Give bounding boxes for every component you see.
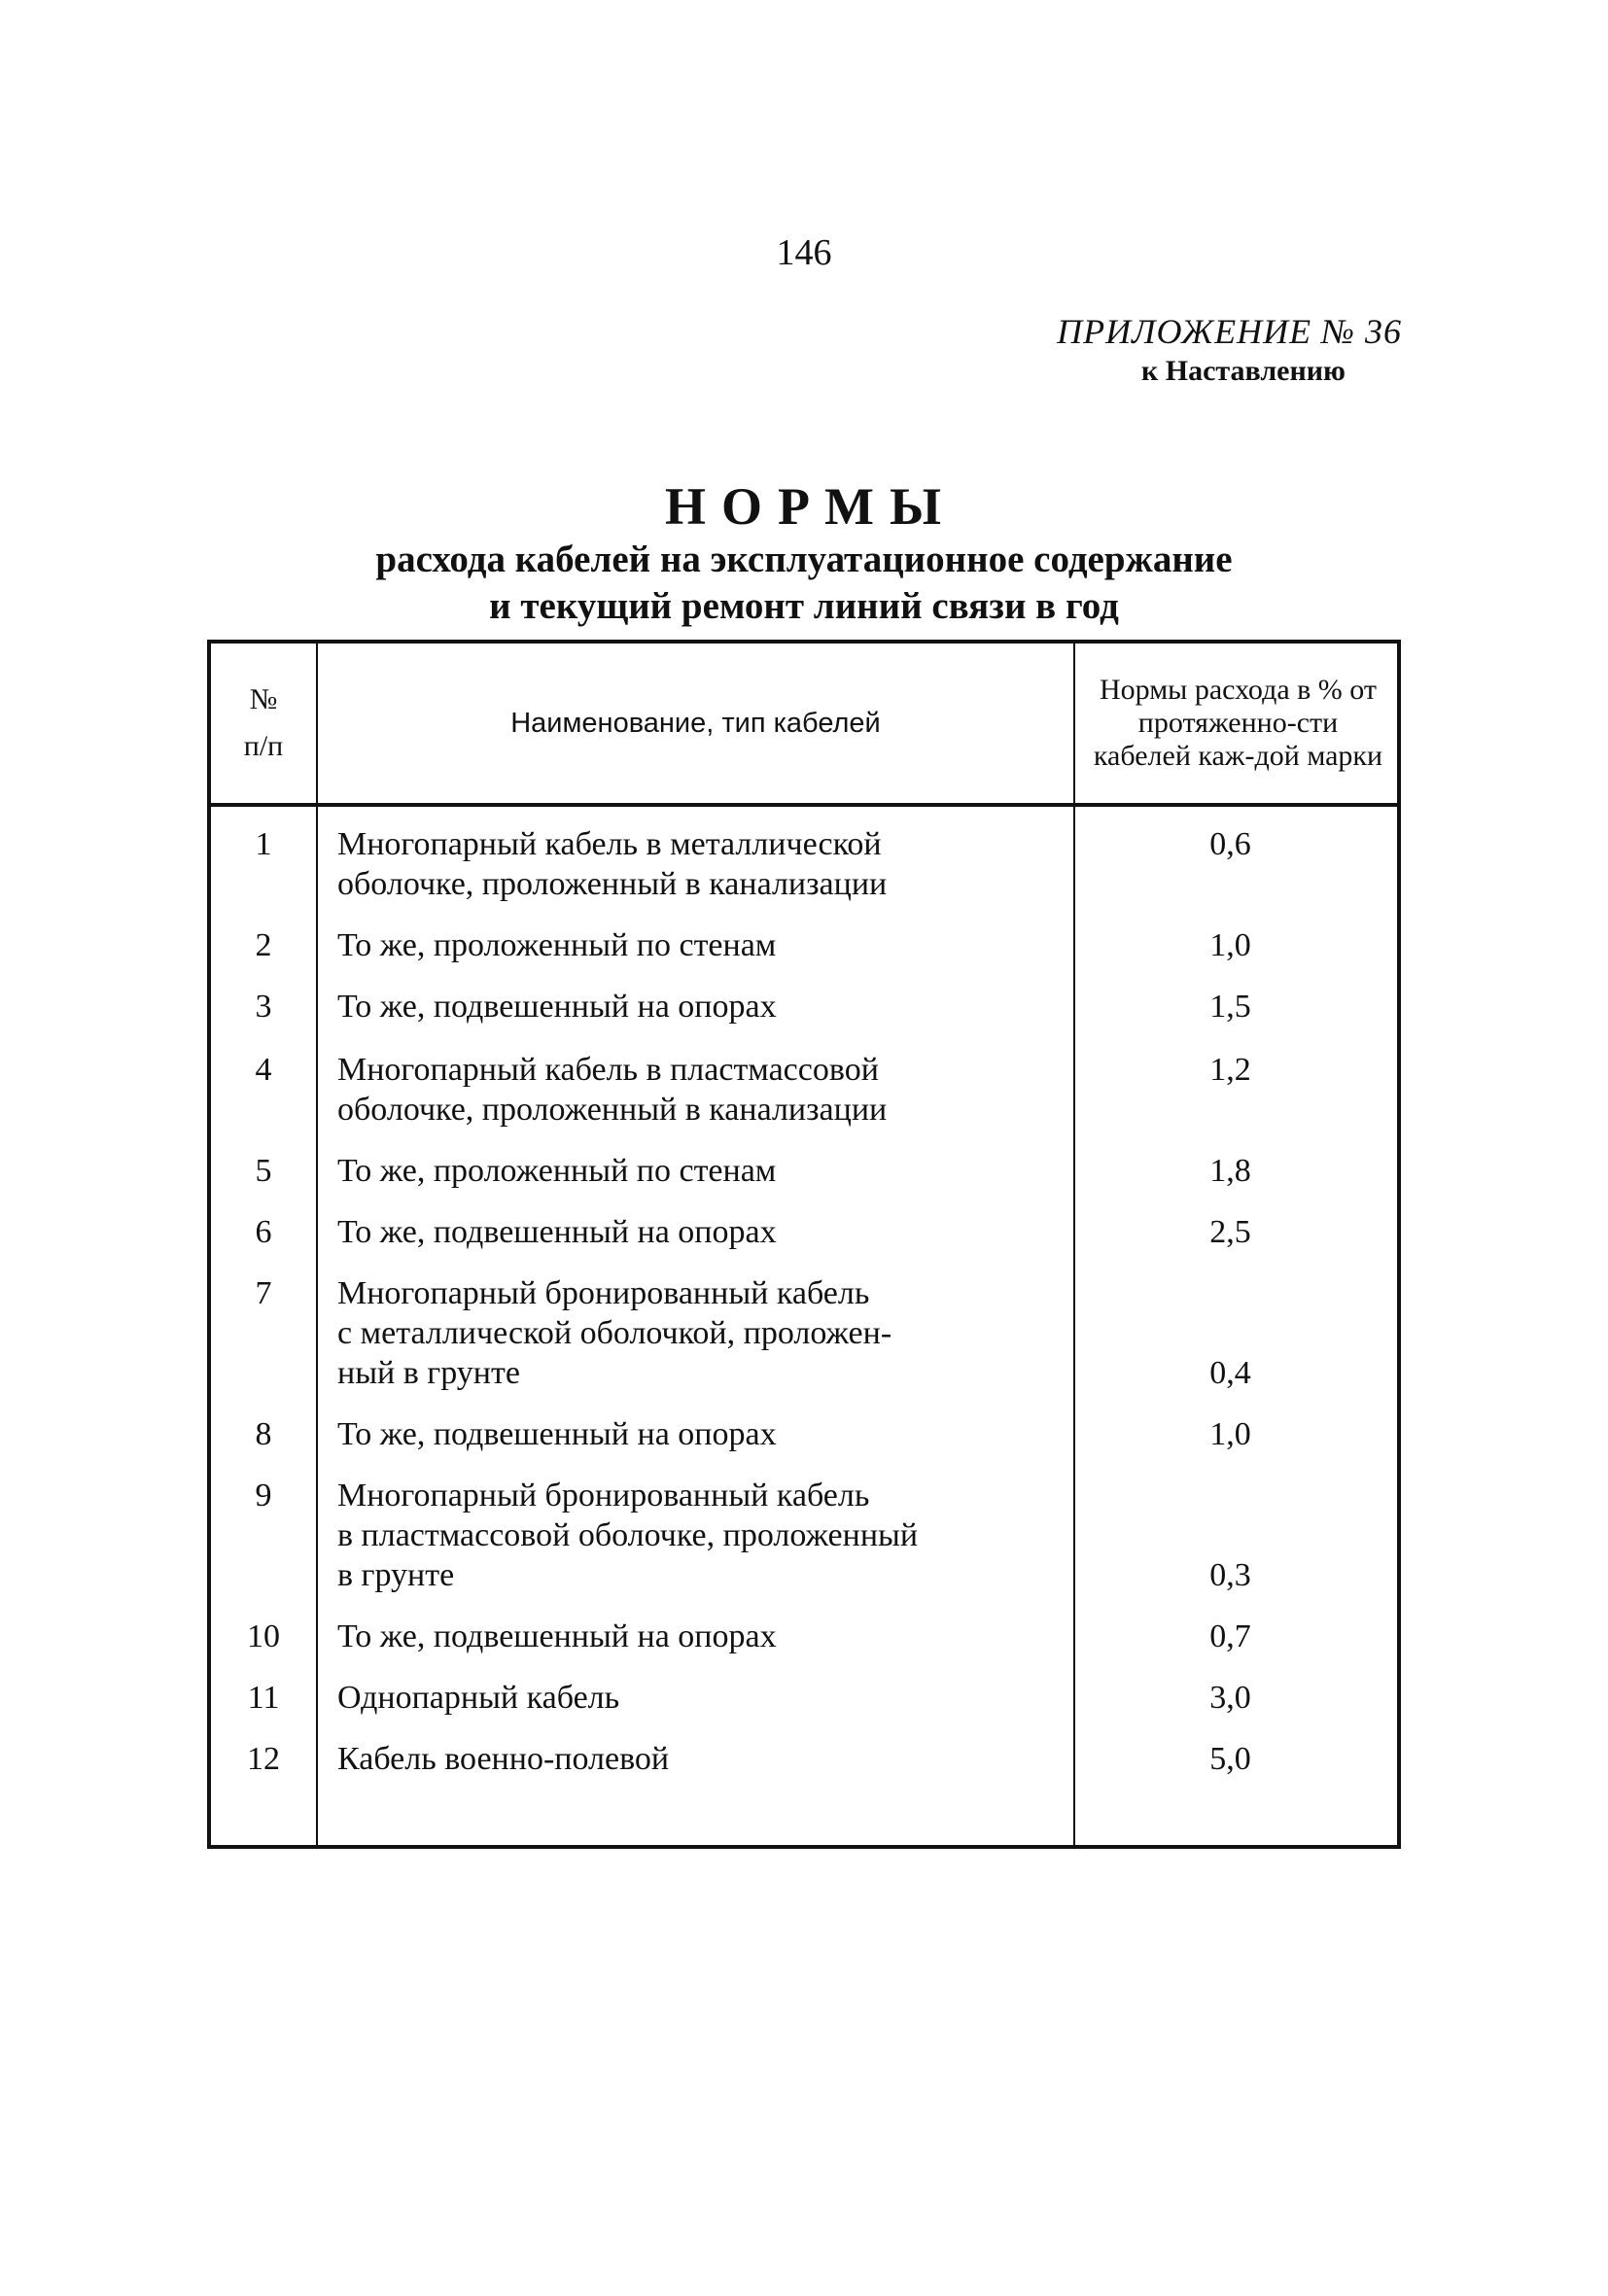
cable-name-line: оболочке, проложенный в канализации (337, 866, 888, 902)
norm-value: 1,8 (1209, 1153, 1251, 1189)
cable-name-line: в пластмассовой оболочке, проложенный (337, 1517, 919, 1553)
row-norm-value (1073, 1273, 1397, 1393)
cable-name-line: То же, проложенный по стенам (337, 927, 777, 963)
table-row (211, 1212, 1397, 1252)
norm-value: 1,2 (1209, 1052, 1251, 1088)
norm-value: 5,0 (1209, 1741, 1251, 1777)
norms-table (207, 640, 1401, 1849)
row-norm-value (1073, 1476, 1397, 1595)
row-norm-value (1073, 1151, 1397, 1191)
table-row (211, 1476, 1397, 1595)
row-cable-name (316, 1739, 1073, 1779)
cable-name-line: с металлической оболочкой, проложен- (337, 1315, 892, 1351)
cable-name-line: в грунте (337, 1557, 455, 1593)
table-row (211, 1273, 1397, 1393)
norm-value: 0,6 (1209, 826, 1251, 862)
table-row (211, 1151, 1397, 1191)
row-number: 9 (255, 1478, 272, 1513)
appendix-title: ПРИЛОЖЕНИЕ № 36 (1057, 312, 1402, 351)
table-body (211, 824, 1397, 1779)
row-number: 6 (255, 1214, 272, 1250)
row-number: 8 (255, 1416, 272, 1452)
table-row (211, 987, 1397, 1026)
row-cable-name (316, 1476, 1073, 1595)
row-number: 12 (247, 1741, 280, 1777)
row-number: 5 (255, 1153, 272, 1189)
row-cable-name (316, 987, 1073, 1026)
cable-name-line: То же, проложенный по стенам (337, 1153, 777, 1189)
row-norm-value (1073, 1414, 1397, 1454)
row-cable-name (316, 1050, 1073, 1130)
norm-value: 0,4 (1209, 1355, 1251, 1391)
page-number: 146 (776, 232, 832, 273)
row-cable-name (316, 1212, 1073, 1252)
row-number: 10 (247, 1618, 280, 1654)
header-number (211, 644, 316, 803)
table-row (211, 1739, 1397, 1779)
row-norm-value (1073, 824, 1397, 904)
appendix-label (972, 309, 1402, 389)
header-name: Наименование, тип кабелей (510, 708, 881, 739)
norm-value: 1,5 (1209, 989, 1251, 1025)
row-number: 3 (255, 989, 272, 1025)
row-number: 11 (247, 1680, 280, 1716)
row-norm-value (1073, 1678, 1397, 1718)
cable-name-line: То же, подвешенный на опорах (337, 1214, 777, 1250)
cable-name-line: Однопарный кабель (337, 1680, 620, 1716)
row-cable-name (316, 1617, 1073, 1656)
norm-value: 2,5 (1209, 1214, 1251, 1250)
row-cable-name (316, 1151, 1073, 1191)
row-number: 2 (255, 927, 272, 963)
cable-name-line: Многопарный бронированный кабель (337, 1478, 870, 1513)
cable-name-line: Кабель военно-полевой (337, 1741, 670, 1777)
table-row (211, 1617, 1397, 1656)
heading-main: НОРМЫ (665, 477, 957, 536)
header-number-abbr: п/п (243, 730, 284, 762)
norm-value: 0,3 (1209, 1557, 1251, 1593)
cable-name-line: То же, подвешенный на опорах (337, 1416, 777, 1452)
table-row (211, 925, 1397, 965)
row-number: 1 (255, 826, 272, 862)
cable-name-line: То же, подвешенный на опорах (337, 989, 777, 1025)
row-cable-name (316, 1273, 1073, 1393)
cable-name-line: Многопарный кабель в металлической (337, 826, 882, 862)
heading-line-2: и текущий ремонт линий связи в год (489, 585, 1119, 627)
row-norm-value (1073, 1617, 1397, 1656)
document-heading (0, 476, 1608, 630)
appendix-subtitle: к Наставлению (1141, 355, 1346, 387)
norm-value: 1,0 (1209, 927, 1251, 963)
cable-name-line: То же, подвешенный на опорах (337, 1618, 777, 1654)
norm-value: 0,7 (1209, 1618, 1251, 1654)
row-norm-value (1073, 1050, 1397, 1130)
row-cable-name (316, 824, 1073, 904)
heading-line-1: расхода кабелей на эксплуатационное содержание (375, 539, 1233, 580)
table-row (211, 1414, 1397, 1454)
norm-value: 1,0 (1209, 1416, 1251, 1452)
table-row (211, 824, 1397, 904)
header-number-symbol: № (249, 683, 278, 715)
row-norm-value (1073, 1212, 1397, 1252)
row-number: 4 (255, 1052, 272, 1088)
cable-name-line: ный в грунте (337, 1355, 520, 1391)
row-norm-value (1073, 987, 1397, 1026)
row-norm-value (1073, 1739, 1397, 1779)
norm-value: 3,0 (1209, 1680, 1251, 1716)
cable-name-line: Многопарный бронированный кабель (337, 1275, 870, 1311)
table-row (211, 1050, 1397, 1130)
row-number: 7 (255, 1275, 272, 1311)
cable-name-line: Многопарный кабель в пластмассовой (337, 1052, 879, 1088)
cable-name-line: оболочке, проложенный в канализации (337, 1092, 888, 1128)
header-divider (211, 803, 1397, 807)
row-norm-value (1073, 925, 1397, 965)
row-cable-name (316, 925, 1073, 965)
header-norm: Нормы расхода в % от протяженно-сти кабелей каж-дой марки (1093, 674, 1383, 772)
row-cable-name (316, 1678, 1073, 1718)
table-row (211, 1678, 1397, 1718)
row-cable-name (316, 1414, 1073, 1454)
